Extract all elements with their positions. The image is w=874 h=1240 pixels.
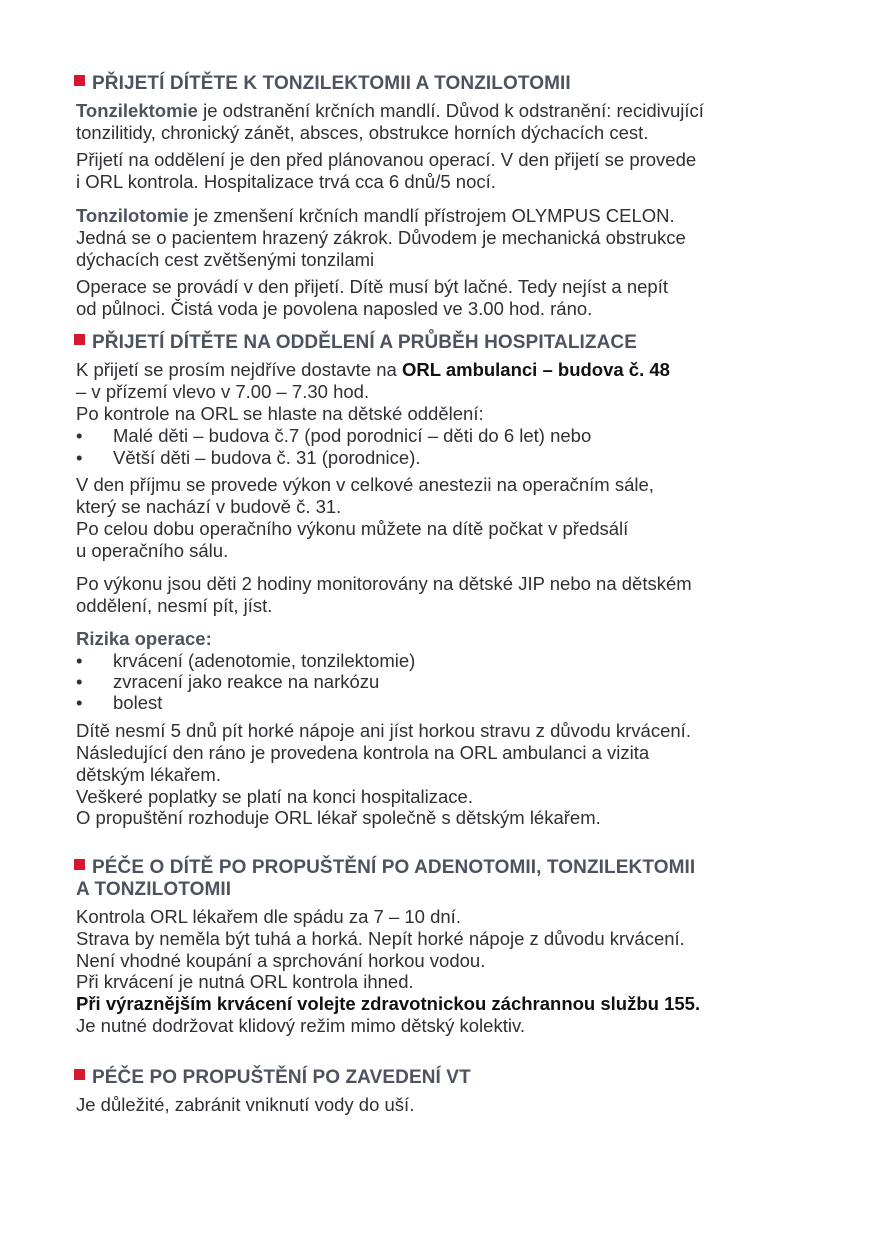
heading-text-continued: A TONZILOTOMII bbox=[76, 879, 232, 900]
paragraph-line: Po kontrole na ORL se hlaste na dětské oddělení: bbox=[76, 403, 484, 424]
bold-location: ORL ambulanci – budova č. 48 bbox=[401, 359, 670, 380]
paragraph-line: Není vhodné koupání a sprchování horkou vodou. bbox=[76, 950, 486, 971]
paragraph-line: dýchacích cest zvětšenými tonzilami bbox=[76, 249, 375, 270]
paragraph-line bbox=[76, 100, 704, 122]
paragraph-line bbox=[76, 205, 675, 227]
paragraph-line: Při krvácení je nutná ORL kontrola ihned. bbox=[76, 971, 414, 992]
list-item-text: krvácení (adenotomie, tonzilektomie) bbox=[113, 650, 416, 671]
paragraph-line: Operace se provádí v den přijetí. Dítě musí být lačné. Tedy nejíst a nepít bbox=[76, 276, 668, 297]
subheading-risks: Rizika operace: bbox=[76, 628, 212, 649]
text-fragment: je odstranění krčních mandlí. Důvod k odstranění: recidivující bbox=[197, 100, 704, 121]
term-tonzilotomie: Tonzilotomie bbox=[76, 205, 189, 226]
list-item-text: Větší děti – budova č. 31 (porodnice). bbox=[113, 447, 421, 468]
red-square-bullet bbox=[74, 859, 85, 870]
emergency-warning: Při výraznějším krvácení volejte zdravotnickou záchrannou službu 155. bbox=[76, 993, 701, 1014]
paragraph-line: Veškeré poplatky se platí na konci hospitalizace. bbox=[76, 786, 473, 807]
red-square-bullet bbox=[74, 75, 85, 86]
paragraph-line: Dítě nesmí 5 dnů pít horké nápoje ani jíst horkou stravu z důvodu krvácení. bbox=[76, 720, 691, 741]
text-fragment: je zmenšení krčních mandlí přístrojem OLYMPUS CELON. bbox=[188, 205, 675, 226]
bullet-dot: • bbox=[76, 650, 83, 671]
paragraph-line: Jedná se o pacientem hrazený zákrok. Důvodem je mechanická obstrukce bbox=[76, 227, 686, 248]
list-item-text: Malé děti – budova č.7 (pod porodnicí – děti do 6 let) nebo bbox=[113, 425, 592, 446]
heading-text: PŘIJETÍ DÍTĚTE K TONZILEKTOMII A TONZILOTOMII bbox=[92, 73, 571, 94]
heading-text: PŘIJETÍ DÍTĚTE NA ODDĚLENÍ A PRŮBĚH HOSPITALIZACE bbox=[92, 332, 638, 353]
paragraph-line: tonzilitidy, chronický zánět, absces, obstrukce horních dýchacích cest. bbox=[76, 122, 649, 143]
paragraph-line: Po celou dobu operačního výkonu můžete na dítě počkat v předsálí bbox=[76, 518, 629, 539]
bullet-dot: • bbox=[76, 447, 83, 468]
bullet-dot: • bbox=[76, 671, 83, 692]
paragraph-line bbox=[76, 359, 670, 381]
paragraph-line: dětským lékařem. bbox=[76, 764, 221, 785]
paragraph-line: Strava by neměla být tuhá a horká. Nepít horké nápoje z důvodu krvácení. bbox=[76, 928, 685, 949]
paragraph-line: Následující den ráno je provedena kontrola na ORL ambulanci a vizita bbox=[76, 742, 650, 763]
heading-text: PÉČE O DÍTĚ PO PROPUŠTĚNÍ PO ADENOTOMII, TONZILEKTOMII bbox=[92, 857, 696, 878]
paragraph-line: i ORL kontrola. Hospitalizace trvá cca 6 dnů/5 nocí. bbox=[76, 171, 496, 192]
paragraph-line: Kontrola ORL lékařem dle spádu za 7 – 10 dní. bbox=[76, 906, 461, 927]
bullet-dot: • bbox=[76, 692, 83, 713]
paragraph-line: oddělení, nesmí pít, jíst. bbox=[76, 595, 273, 616]
red-square-bullet bbox=[74, 334, 85, 345]
text-fragment: K přijetí se prosím nejdříve dostavte na bbox=[76, 359, 402, 380]
paragraph-line: od půlnoci. Čistá voda je povolena naposled ve 3.00 hod. ráno. bbox=[76, 298, 593, 319]
heading-text: PÉČE PO PROPUŠTĚNÍ PO ZAVEDENÍ VT bbox=[92, 1067, 471, 1088]
paragraph-line: Po výkonu jsou děti 2 hodiny monitorovány na dětské JIP nebo na dětském bbox=[76, 573, 692, 594]
paragraph-line: Přijetí na oddělení je den před plánovanou operací. V den přijetí se provede bbox=[76, 149, 697, 170]
paragraph-line: Je důležité, zabránit vniknutí vody do uší. bbox=[76, 1094, 415, 1115]
bullet-dot: • bbox=[76, 425, 83, 446]
paragraph-line: O propuštění rozhoduje ORL lékař společně s dětským lékařem. bbox=[76, 807, 601, 828]
paragraph-line: u operačního sálu. bbox=[76, 540, 229, 561]
paragraph-line: který se nachází v budově č. 31. bbox=[76, 496, 342, 517]
term-tonzilektomie: Tonzilektomie bbox=[76, 100, 198, 121]
paragraph-line: V den příjmu se provede výkon v celkové anestezii na operačním sále, bbox=[76, 474, 654, 495]
list-item-text: bolest bbox=[113, 692, 163, 713]
paragraph-line: Je nutné dodržovat klidový režim mimo dětský kolektiv. bbox=[76, 1015, 525, 1036]
paragraph-line: – v přízemí vlevo v 7.00 – 7.30 hod. bbox=[76, 381, 370, 402]
list-item-text: zvracení jako reakce na narkózu bbox=[113, 671, 380, 692]
red-square-bullet bbox=[74, 1069, 85, 1080]
